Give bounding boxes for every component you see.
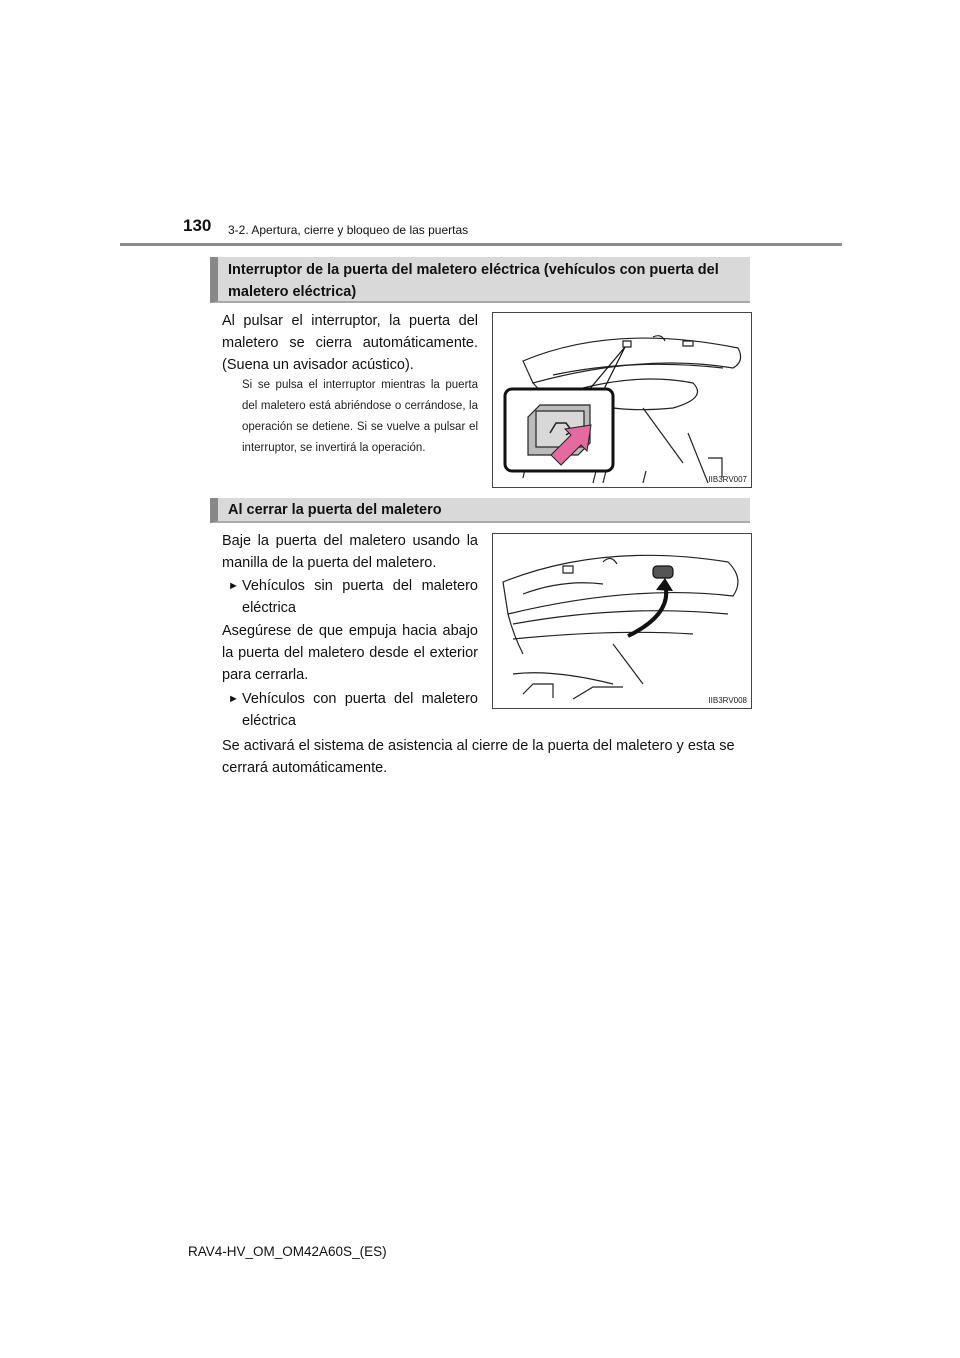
section-header-power-back-door-switch: Interruptor de la puerta del maletero eléctrica (vehículos con puerta del maletero eléctrica)	[210, 257, 750, 303]
footer-doc-id: RAV4-HV_OM_OM42A60S_(ES)	[188, 1244, 387, 1259]
chapter-title: 3-2. Apertura, cierre y bloqueo de las puertas	[228, 223, 469, 237]
section1-paragraph: Al pulsar el interruptor, la puerta del maletero se cierra automáticamente. (Suena un avisador acústico).	[222, 313, 478, 373]
section-header-closing-back-door: Al cerrar la puerta del maletero	[210, 498, 750, 523]
bullet-text: Vehículos sin puerta del maletero eléctrica	[242, 578, 478, 616]
back-door-handle-illustration	[493, 534, 751, 708]
figure-back-door-handle	[492, 533, 752, 709]
figure-code: IIB3RV007	[708, 475, 747, 484]
header-rule	[120, 243, 842, 246]
bullet-text: Vehículos con puerta del maletero eléctrica	[242, 691, 478, 729]
section2-paragraph: Baje la puerta del maletero usando la manilla de la puerta del maletero.	[222, 533, 478, 571]
figure-code: IIB3RV008	[708, 696, 747, 705]
figure-back-door-switch	[492, 312, 752, 488]
page-number: 130	[183, 216, 212, 235]
section2-paragraph3: Se activará el sistema de asistencia al cierre de la puerta del maletero y esta se cerrará automáticamente.	[222, 738, 735, 776]
back-door-switch-illustration	[493, 313, 751, 487]
bullet-no-power-door	[222, 575, 478, 619]
bullet-triangle-icon: ►	[228, 580, 239, 592]
section1-note: Si se pulsa el interruptor mientras la puerta del maletero está abriéndose o cerrándose, la operación se detiene. Si se vuelve a pulsar el interruptor, se invertirá la operación.	[242, 379, 478, 454]
bullet-power-door	[222, 688, 478, 732]
bullet-triangle-icon: ►	[228, 693, 239, 705]
section2-paragraph2: Asegúrese de que empuja hacia abajo la puerta del maletero desde el exterior para cerrarla.	[222, 623, 478, 683]
